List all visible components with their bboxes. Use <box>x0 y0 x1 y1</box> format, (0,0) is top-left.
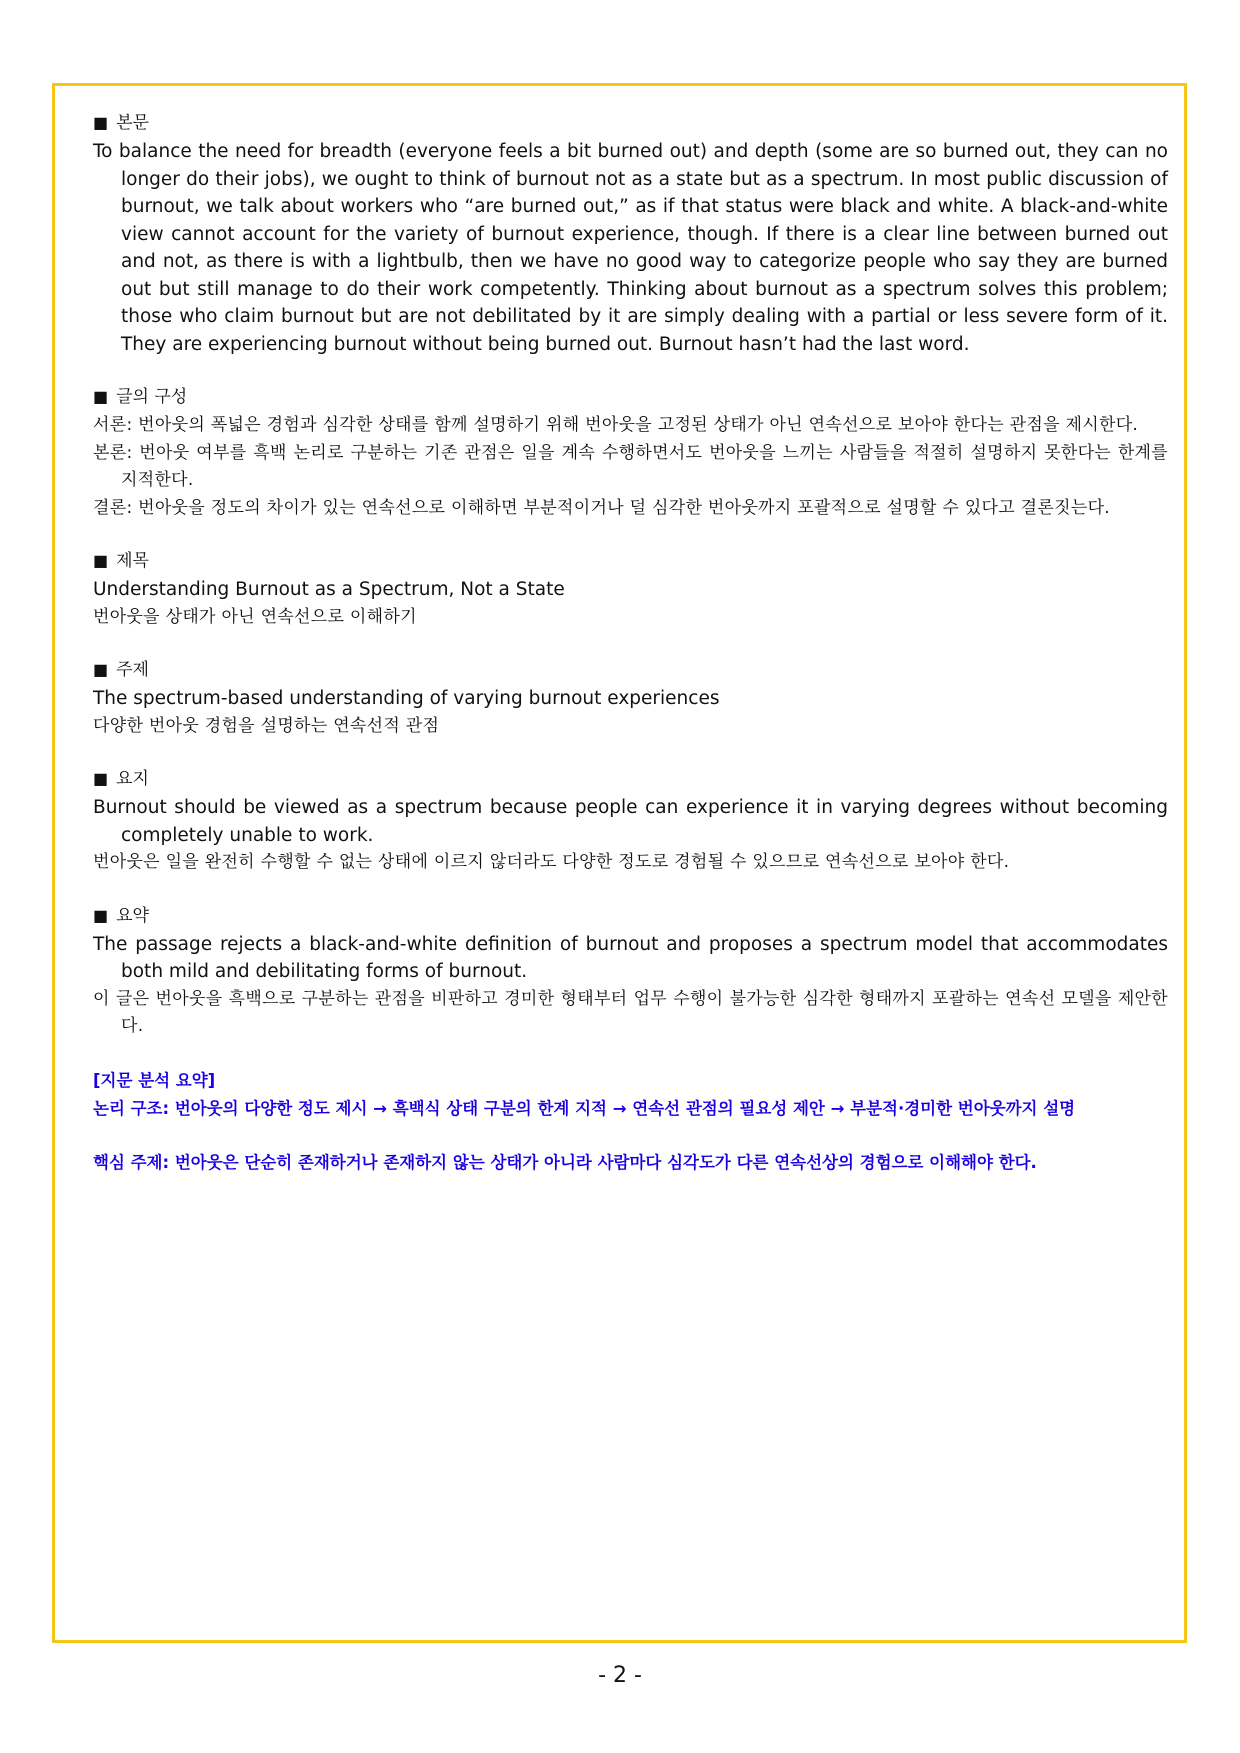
gist-section <box>93 766 1168 877</box>
square-bullet-icon: ■ <box>93 769 109 788</box>
gist-ko: 번아웃은 일을 완전히 수행할 수 없는 상태에 이르지 않더라도 다양한 정도로 경험될 수 있으므로 연속선으로 보아야 한다. <box>93 852 1010 872</box>
section-heading: ■ 본문 <box>93 113 149 133</box>
topic-en: The spectrum-based understanding of varying burnout experiences <box>93 688 720 709</box>
structure-section <box>93 384 1168 522</box>
summary-ko: 이 글은 번아웃을 흑백으로 구분하는 관점을 비판하고 경미한 형태부터 업무 수행이 불가능한 심각한 형태까지 포괄하는 연속선 모델을 제안한다. <box>93 988 1168 1036</box>
section-heading: ■ 요지 <box>93 769 149 789</box>
gist-en: Burnout should be viewed as a spectrum because people can experience it in varying degrees without becoming completely unable to work. <box>93 797 1168 846</box>
structure-body: 본론: 번아웃 여부를 흑백 논리로 구분하는 기존 관점은 일을 계속 수행하면서도 번아웃을 느끼는 사람들을 적절히 설명하지 못한다는 한계를 지적한다. <box>93 442 1168 490</box>
title-en: Understanding Burnout as a Spectrum, Not a State <box>93 579 565 600</box>
square-bullet-icon: ■ <box>93 660 109 679</box>
summary-section <box>93 903 1168 1041</box>
page-number: - 2 - <box>598 1663 642 1688</box>
analysis-core: 핵심 주제: 번아웃은 단순히 존재하거나 존재하지 않는 상태가 아니라 사람마다 심각도가 다른 연속선상의 경험으로 이해해야 한다. <box>93 1152 1037 1172</box>
topic-section <box>93 657 1168 740</box>
square-bullet-icon: ■ <box>93 113 109 132</box>
body-section <box>93 110 1168 358</box>
square-bullet-icon: ■ <box>93 905 109 925</box>
analysis-title: [지문 분석 요약] <box>93 1070 216 1090</box>
title-ko: 번아웃을 상태가 아닌 연속선으로 이해하기 <box>93 606 417 627</box>
title-section <box>93 548 1168 631</box>
document-content <box>93 110 1168 1203</box>
square-bullet-icon: ■ <box>93 551 109 570</box>
section-heading: ■ 주제 <box>93 660 149 680</box>
summary-en: The passage rejects a black-and-white definition of burnout and proposes a spectrum model that accommodates both mild and debilitating forms of burnout. <box>93 933 1168 982</box>
topic-ko: 다양한 번아웃 경험을 설명하는 연속선적 관점 <box>93 715 440 736</box>
section-heading: ■ 요약 <box>93 905 149 926</box>
section-heading: ■ 제목 <box>93 551 149 571</box>
structure-intro: 서론: 번아웃의 폭넓은 경험과 심각한 상태를 함께 설명하기 위해 번아웃을 고정된 상태가 아닌 연속선으로 보아야 한다는 관점을 제시한다. <box>93 415 1139 435</box>
section-heading: ■ 글의 구성 <box>93 387 188 407</box>
analysis-section <box>93 1067 1168 1177</box>
passage-text: To balance the need for breadth (everyone feels a bit burned out) and depth (some are so burned out, they can no longer do their jobs), we ought to think of burnout not as a state but as a spectrum. In most public discussion of burnout, we talk about workers who “are burned out,” as if that status were black and white. A black-and-white view cannot account for the variety of burnout experience, though. If there is a clear line between burned out and not, as there is with a lightbulb, then we have no good way to categorize people who say they are burned out but still manage to do their work competently. Thinking about burnout as a spectrum solves this problem; those who claim burnout but are not debilitated by it are simply dealing with a partial or less severe form of it. They are experiencing burnout without being burned out. Burnout hasn’t had the last word. <box>93 141 1168 355</box>
structure-conclusion: 결론: 번아웃을 정도의 차이가 있는 연속선으로 이해하면 부분적이거나 덜 심각한 번아웃까지 포괄적으로 설명할 수 있다고 결론짓는다. <box>93 497 1110 518</box>
square-bullet-icon: ■ <box>93 387 109 406</box>
analysis-logic: 논리 구조: 번아웃의 다양한 정도 제시 → 흑백식 상태 구분의 한계 지적 → 연속선 관점의 필요성 제안 → 부분적·경미한 번아웃까지 설명 <box>93 1098 1076 1118</box>
